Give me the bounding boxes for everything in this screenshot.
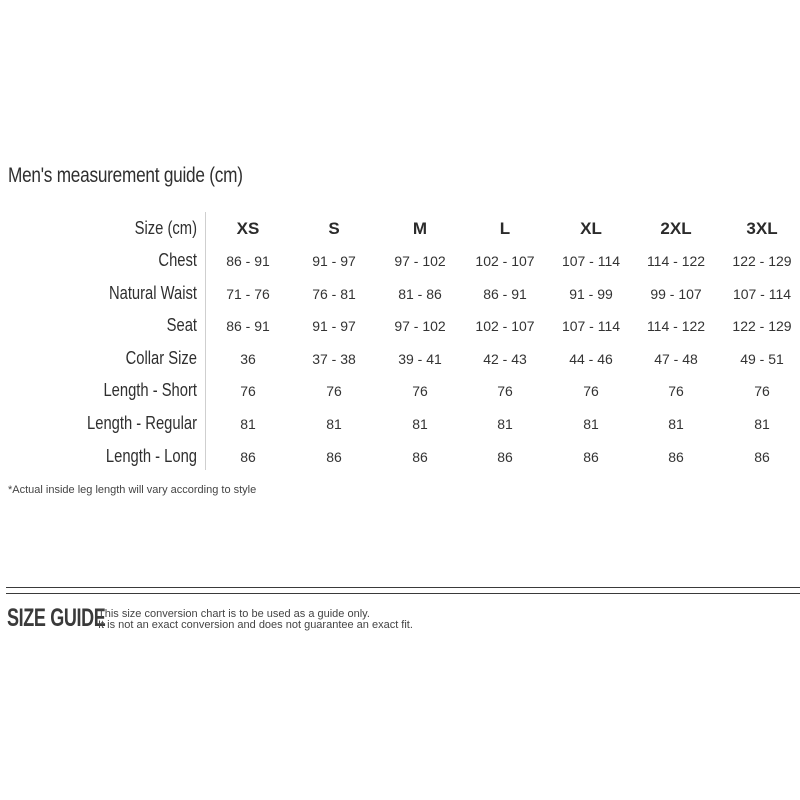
table-cell: 122 - 129 (732, 318, 792, 334)
table-cell: 102 - 107 (475, 253, 535, 269)
table-cell: 91 - 97 (312, 253, 356, 269)
table-cell: 91 - 99 (569, 286, 613, 302)
table-cell: 91 - 97 (312, 318, 356, 334)
footnote: *Actual inside leg length will vary according to style (8, 484, 257, 496)
table-cell: 114 - 122 (646, 253, 706, 269)
table-cell: 47 - 48 (654, 351, 698, 367)
table-cell: 86 (412, 449, 428, 465)
table-cell: 49 - 51 (740, 351, 784, 367)
size-header: S (328, 219, 340, 238)
size-guide-logo: SIZE GUIDE (7, 604, 106, 632)
table-cell: 42 - 43 (483, 351, 527, 367)
footer-rule-top (6, 587, 800, 588)
table-cell: 76 (583, 383, 599, 399)
table-cell: 86 (326, 449, 342, 465)
table-cell: 114 - 122 (646, 318, 706, 334)
table-cell: 102 - 107 (475, 318, 535, 334)
size-header: L (499, 219, 511, 238)
table-cell: 86 (754, 449, 770, 465)
table-cell: 76 (497, 383, 513, 399)
table-cell: 97 - 102 (394, 253, 446, 269)
table-cell: 39 - 41 (398, 351, 442, 367)
table-cell: 76 (240, 383, 256, 399)
table-cell: 76 (668, 383, 684, 399)
table-cell: 107 - 114 (561, 318, 621, 334)
size-header: 3XL (746, 219, 778, 238)
table-cell: 76 (412, 383, 428, 399)
table-cell: 99 - 107 (650, 286, 702, 302)
table-cell: 86 (583, 449, 599, 465)
table-cell: 81 (668, 416, 684, 432)
table-cell: 86 (668, 449, 684, 465)
size-header: M (412, 219, 428, 238)
row-label: Natural Waist (108, 283, 197, 303)
table-cell: 44 - 46 (569, 351, 613, 367)
table-cell: 81 (412, 416, 428, 432)
table-cell: 76 (326, 383, 342, 399)
disclaimer-line-1: This size conversion chart is to be used as a guide only. (98, 608, 370, 620)
table-cell: 86 - 91 (226, 253, 270, 269)
table-cell: 81 - 86 (398, 286, 442, 302)
size-header: 2XL (660, 219, 692, 238)
table-cell: 81 (754, 416, 770, 432)
disclaimer-line-2: It is not an exact conversion and does not guarantee an exact fit. (98, 619, 413, 631)
table-cell: 71 - 76 (226, 286, 270, 302)
table-cell: 86 - 91 (226, 318, 270, 334)
size-header-label: Size (cm) (134, 218, 197, 238)
row-label: Collar Size (125, 348, 197, 368)
table-cell: 81 (326, 416, 342, 432)
row-label: Chest (158, 250, 197, 270)
size-header: XL (580, 219, 602, 238)
table-cell: 36 (240, 351, 256, 367)
row-label: Length - Long (105, 446, 197, 466)
table-cell: 76 - 81 (312, 286, 356, 302)
table-cell: 37 - 38 (312, 351, 356, 367)
table-cell: 97 - 102 (394, 318, 446, 334)
disclaimer (98, 609, 413, 631)
row-label: Seat (166, 315, 197, 335)
size-header: XS (236, 219, 260, 238)
table-cell: 76 (754, 383, 770, 399)
page-title: Men's measurement guide (cm) (8, 164, 243, 187)
table-cell: 107 - 114 (561, 253, 621, 269)
table-cell: 86 (497, 449, 513, 465)
table-cell: 86 - 91 (483, 286, 527, 302)
table-cell: 81 (583, 416, 599, 432)
row-label: Length - Short (103, 380, 197, 400)
table-cell: 107 - 114 (732, 286, 792, 302)
table-cell: 81 (240, 416, 256, 432)
table-cell: 81 (497, 416, 513, 432)
table-cell: 86 (240, 449, 256, 465)
row-label: Length - Regular (87, 413, 197, 433)
footer-rule-bottom (6, 593, 800, 594)
table-cell: 122 - 129 (732, 253, 792, 269)
